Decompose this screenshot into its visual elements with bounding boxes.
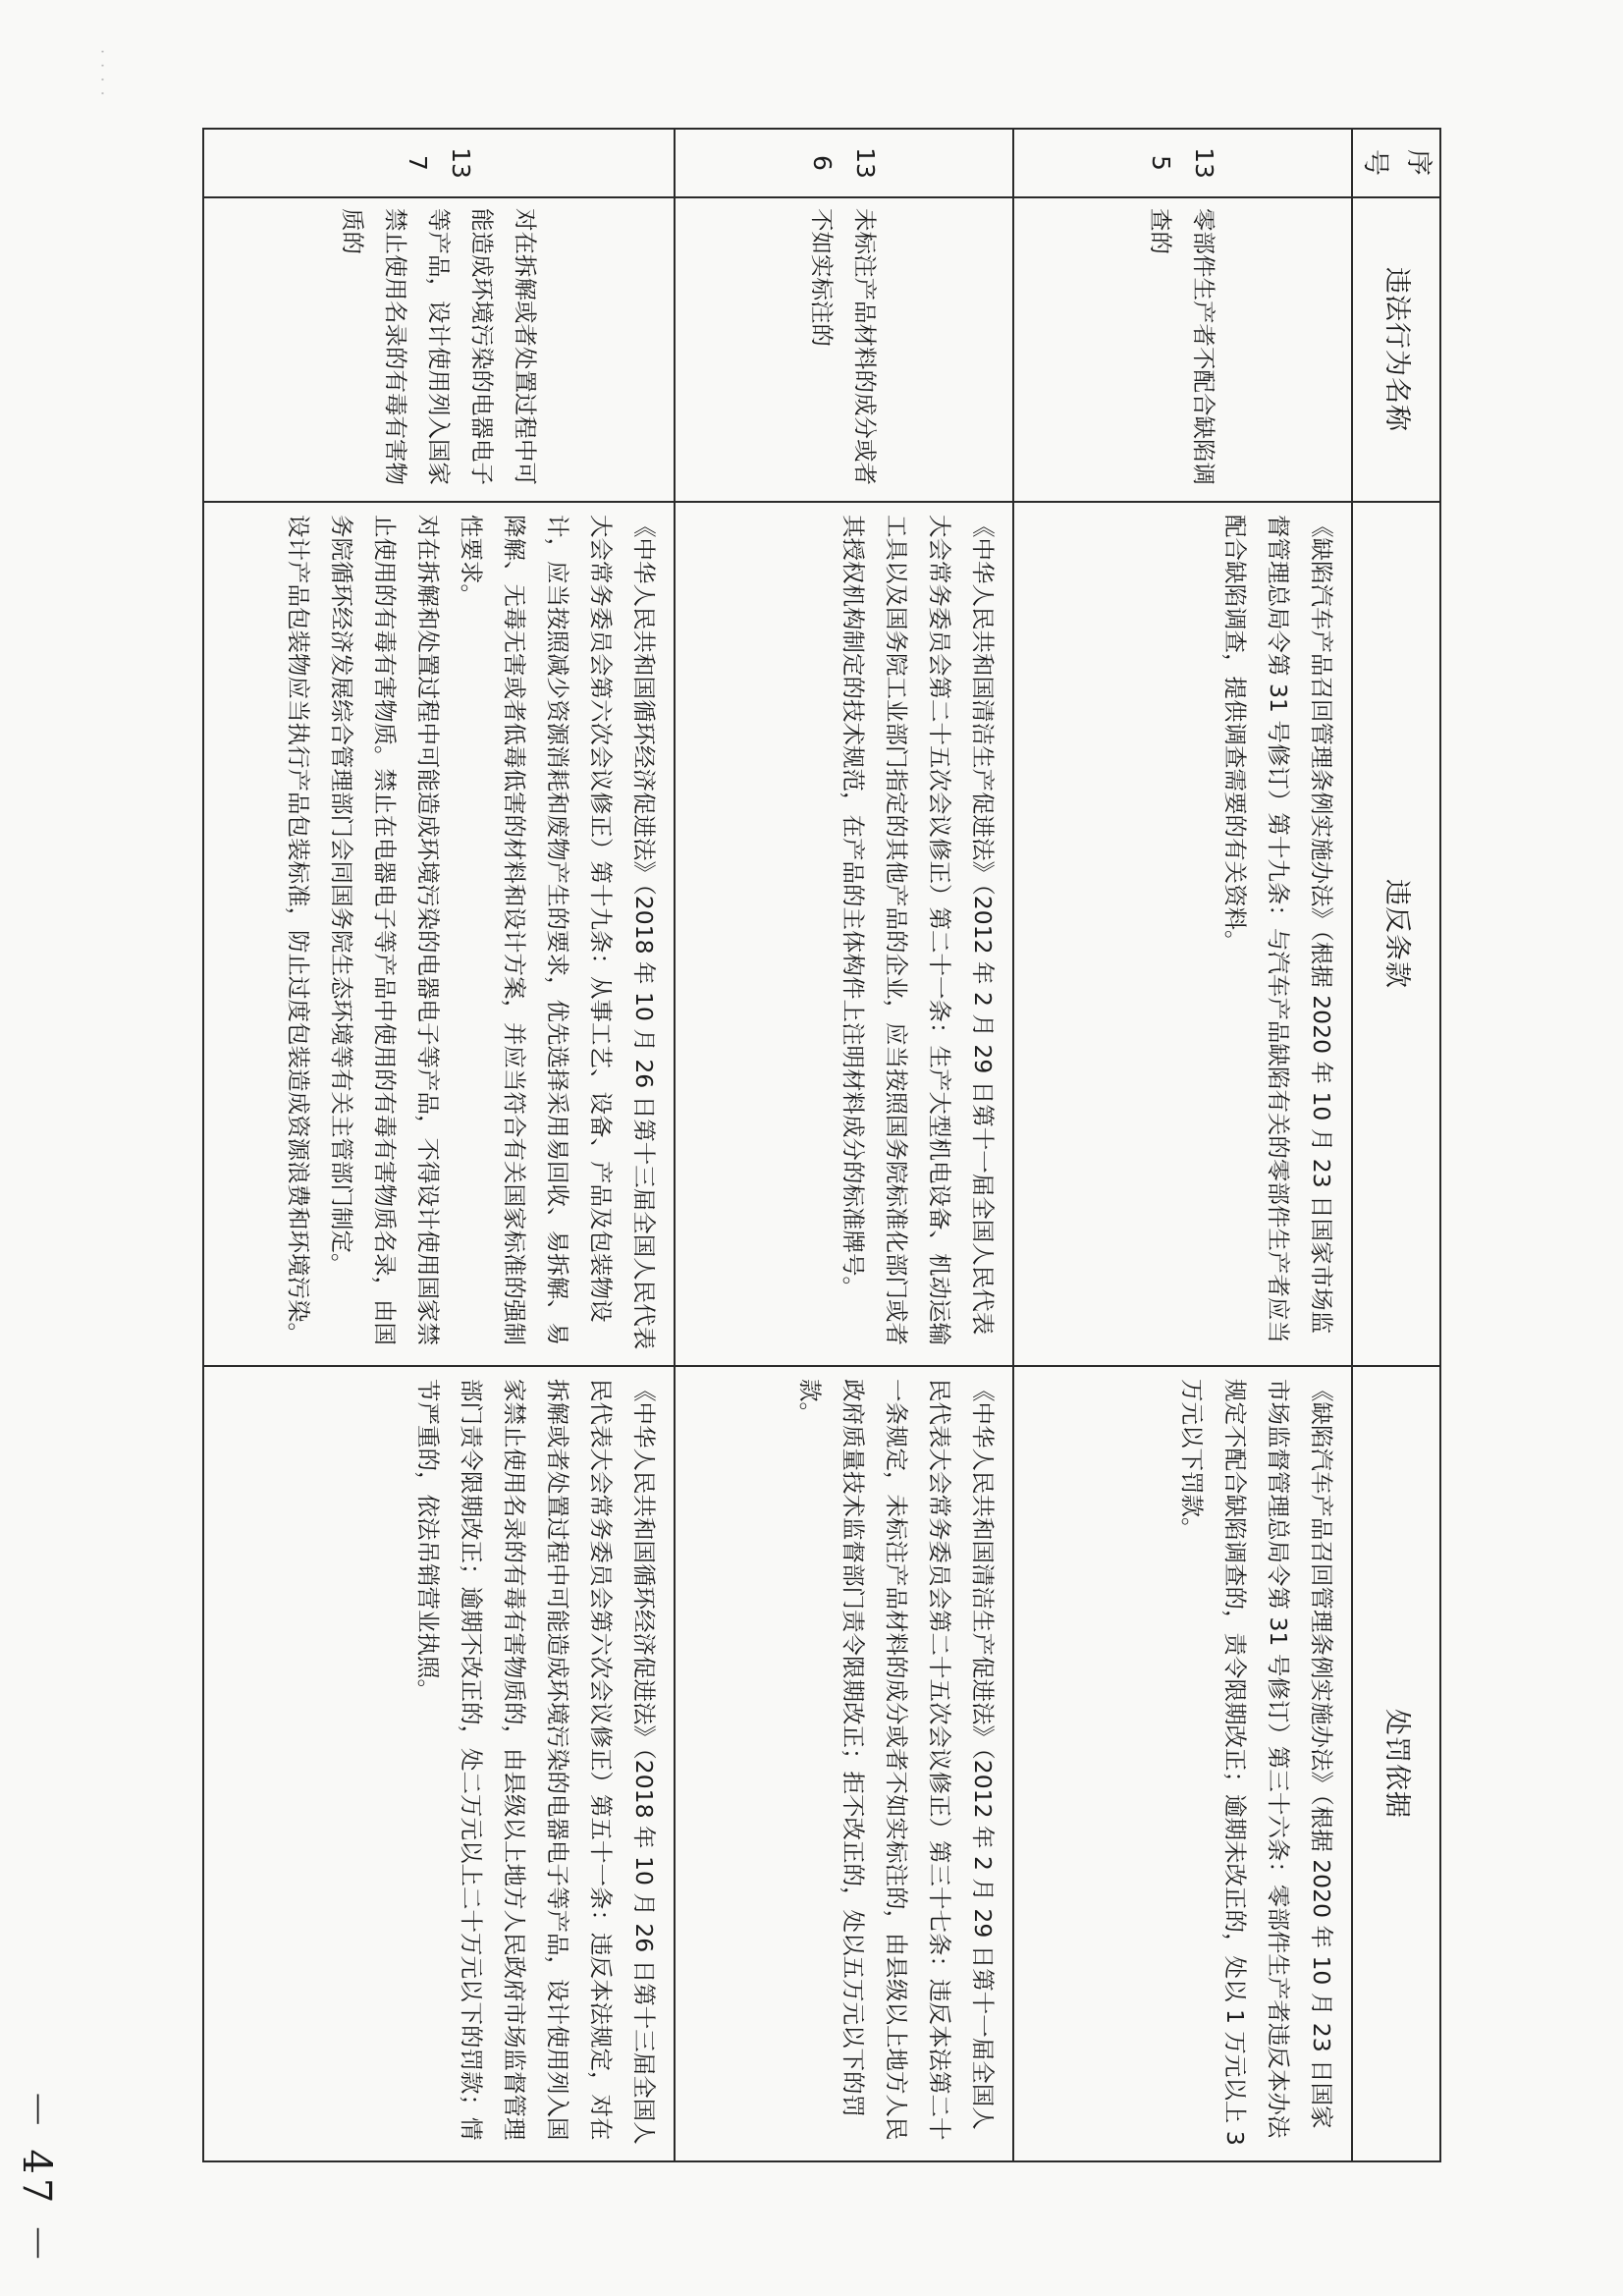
scan-artifact: · · · · — [93, 49, 112, 98]
violated-clause — [675, 502, 1013, 1366]
table-row — [1013, 129, 1352, 2161]
basis-paragraph: 《中华人民共和国清洁生产促进法》（2012 年 2 月 29 日第十一届全国人民代表大会常务委员会第二十五次会议修正）第三十七条：违反本法第二十一条规定，未标注产品材料的成分或者不如实标注的，由县级以上地方人民政府质量技术监督部门责令限期改正；拒不改正的，处以五万元以下的罚款。 — [796, 1379, 997, 2141]
header-name: 违法行为名称 — [1352, 197, 1440, 502]
clause-paragraph: 《中华人民共和国循环经济促进法》（2018 年 10 月 26 日第十三届全国人民代表大会常务委员会第六次会议修正）第十九条：从事工艺、设备、产品及包装物设计，应当按照减少资源消耗和废物产生的要求，优先选择采用易回收、易拆解、易降解、无毒无害或者低毒低害的材料和设计方案，并应当符合有关国家标准的强制性要求。 — [458, 515, 658, 1350]
basis-paragraph: 《缺陷汽车产品召回管理条例实施办法》（根据 2020 年 10 月 23 日国家市场监督管理总局令第 31 号修订）第三十六条：零部件生产者违反本办法规定不配合缺陷调查的，责令限期改正；逾期未改正的，处以 1 万元以上 3 万元以下罚款。 — [1178, 1379, 1335, 2146]
penalty-basis — [1013, 1366, 1352, 2161]
basis-paragraph: 《中华人民共和国循环经济促进法》（2018 年 10 月 26 日第十三届全国人民代表大会常务委员会第六次会议修正）第五十一条：违反本法规定，对在拆解或者处置过程中可能造成环境污染的电器电子等产品，设计使用列入国家禁止使用名录的有毒有害物质的，由县级以上地方人民政府市场监督管理部门责令限期改正；逾期不改正的，处二万元以上二十万元以下的罚款；情节严重的，依法吊销营业执照。 — [414, 1379, 658, 2145]
header-number: 序号 — [1352, 129, 1440, 197]
violated-clause — [203, 502, 675, 1366]
violation-name: 对在拆解或者处置过程中可能造成环境污染的电器电子等产品，设计使用列入国家禁止使用名录的有毒有害物质的 — [203, 197, 675, 502]
clause-paragraph: 对在拆解和处置过程中可能造成环境污染的电器电子等产品，不得设计使用国家禁止使用的有毒有害物质。禁止在电器电子等产品中使用的有毒有害物质名录，由国务院循环经济发展综合管理部门会同国务院生态环境等有关主管部门制定。 — [328, 515, 442, 1345]
table-row — [675, 129, 1013, 2161]
table-header-row — [1352, 129, 1440, 2161]
clause-paragraph: 设计产品包装物应当执行产品包装标准，防止过度包装造成资源浪费和环境污染。 — [285, 515, 312, 1345]
clause-paragraph: 《缺陷汽车产品召回管理条例实施办法》（根据 2020 年 10 月 23 日国家市场监督管理总局令第 31 号修订）第十九条：与汽车产品缺陷有关的零部件生产者应当配合缺陷调查，提供调查需要的有关资料。 — [1221, 515, 1335, 1343]
clause-paragraph: 《中华人民共和国清洁生产促进法》（2012 年 2 月 29 日第十一届全国人民代表大会常务委员会第二十五次会议修正）第二十一条：生产大型机电设备、机动运输工具以及国务院工业部门指定的其他产品的企业，应当按照国务院标准化部门或者其授权机构制定的技术规范，在产品的主体构件上注明材料成分的标准牌号。 — [839, 515, 997, 1345]
row-number: 136 — [675, 129, 1013, 197]
row-number: 137 — [203, 129, 675, 197]
header-clause: 违反条款 — [1352, 502, 1440, 1366]
header-basis: 处罚依据 — [1352, 1366, 1440, 2161]
penalty-table — [202, 128, 1441, 2162]
violated-clause — [1013, 502, 1352, 1366]
row-number: 135 — [1013, 129, 1352, 197]
violation-name: 未标注产品材料的成分或者不如实标注的 — [675, 197, 1013, 502]
table-row — [203, 129, 675, 2161]
page-number: － 47 － — [14, 2089, 59, 2267]
penalty-basis — [675, 1366, 1013, 2161]
violation-name: 零部件生产者不配合缺陷调查的 — [1013, 197, 1352, 502]
penalty-basis — [203, 1366, 675, 2161]
